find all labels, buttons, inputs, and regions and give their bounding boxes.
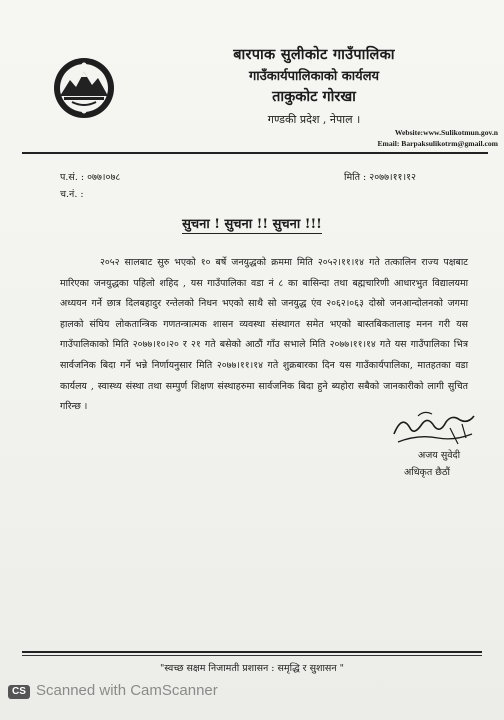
municipality-name: बारपाक सुलीकोट गाउँपालिका (233, 46, 395, 63)
signatory-name: अजय सुवेदी (418, 450, 461, 461)
notice-body: २०५२ सालबाट सुरु भएको १० बर्षे जनयुद्धको क्रममा मिति २०५२।११।१४ गते तत्कालिन राज्य पक्षबाट मारिएका जनयुद्धका पहिलो शहिद , यस गाउँपालिका वडा नं ८ का बासिन्दा तथा बह्मचारिणी आधारभुत विद्यालयमा अध्ययन गर्ने छात्र दिलबहादुर रन्तेलको निधन भएको साथै सो जनयुद्ध एंव २०६२।०६३ दोस्रो जनआन्दोलनको जगमा हालको संघिय लोकतान्त्रिक गणतन्त्रात्मक शासन व्यवस्था संस्थागत समेत भएको बास्तबिकतालाइ मनन गरी यस गाउँपालिकाको मिति २०७७।१०।२० र २१ गते बसेको आठौं गाँउ सभाले मिति २०७७।११।१४ गते यस गाउँपालिका भित्र सार्वजनिक बिदा गर्ने भन्ने निर्णायनुसार मिति २०७७।११।१४ गते शुक्रबारका दिन यस गाउँकार्यपालिका, मातहतका वडा कार्यलय , स्वास्थ्य संस्था तथा सम्पुर्ण शिक्षण संस्थाहरुमा सार्वजनिक बिदा हुने ब्यहोरा सबैको जानकारीको लागी सुचित गरिन्छ । (60, 257, 468, 413)
footer-motto: "स्वच्छ सक्षम निजामती प्रशासन : समृद्धि र सुशासन " (159, 663, 345, 674)
footer-divider (22, 651, 482, 653)
handwritten-signature (388, 404, 478, 454)
contact-block (377, 127, 498, 149)
email-text: Email: Barpaksulikotrm@gmail.com (377, 139, 498, 148)
notice-title (0, 214, 504, 232)
signatory-title: अधिकृत छैठौं (404, 467, 450, 478)
office-name: गाउँकार्यपालिकाको कार्यलय (248, 69, 380, 84)
notice-title-text: सुचना ! सुचना !! सुचना !!! (182, 217, 322, 232)
province-country: गण्डकी प्रदेश , नेपाल । (267, 113, 361, 126)
scanner-watermark: Scanned with CamScanner (36, 682, 218, 699)
office-location: ताकुकोट गोरखा (272, 88, 356, 105)
website-text: Website:www.Sulikotmun.gov.n (394, 128, 498, 137)
dispatch-number: च.नं. : (60, 189, 84, 200)
reference-number: प.सं. : ०७७।०७८ (60, 172, 121, 183)
document-date: मिति : २०७७।११।१२ (344, 172, 416, 183)
camscanner-logo-icon: CS (8, 685, 30, 699)
footer-divider-thin (22, 655, 482, 656)
header-divider (22, 152, 488, 154)
